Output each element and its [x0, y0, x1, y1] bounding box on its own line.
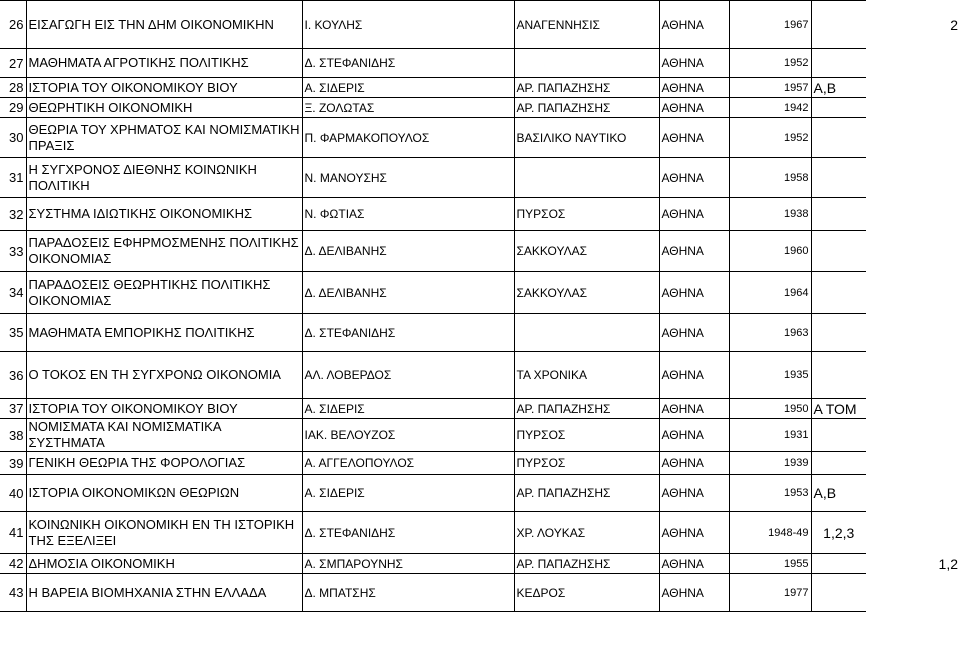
author-cell: Δ. ΣΤΕΦΑΝΙΔΗΣ — [302, 314, 514, 352]
book-title: Ο ΤΟΚΟΣ ΕΝ ΤΗ ΣΥΓΧΡΟΝΩ ΟΙΚΟΝΟΜΙΑ — [26, 352, 302, 399]
author-cell: Α. ΣΜΠΑΡΟΥΝΗΣ — [302, 554, 514, 574]
volume-cell: 1,2,3 — [811, 512, 866, 554]
author-cell: Π. ΦΑΡΜΑΚΟΠΟΥΛΟΣ — [302, 118, 514, 158]
author-cell: Α. ΣΙΔΕΡΙΣ — [302, 475, 514, 512]
copies-cell — [866, 272, 960, 314]
publisher-cell: ΣΑΚΚΟΥΛΑΣ — [514, 231, 659, 272]
year-cell: 1931 — [729, 419, 811, 452]
volume-cell — [811, 118, 866, 158]
copies-cell — [866, 574, 960, 612]
year-cell: 1957 — [729, 78, 811, 98]
book-title: Η ΣΥΓΧΡΟΝΟΣ ΔΙΕΘΝΗΣ ΚΟΙΝΩΝΙΚΗ ΠΟΛΙΤΙΚΗ — [26, 158, 302, 198]
city-cell: ΑΘΗΝΑ — [659, 98, 729, 118]
volume-cell — [811, 452, 866, 475]
table-row — [0, 512, 960, 554]
table-row — [0, 118, 960, 158]
city-cell: ΑΘΗΝΑ — [659, 118, 729, 158]
copies-cell — [866, 352, 960, 399]
publisher-cell: ΑΡ. ΠΑΠΑΖΗΣΗΣ — [514, 78, 659, 98]
table-row — [0, 574, 960, 612]
copies-cell — [866, 78, 960, 98]
publisher-cell: ΑΝΑΓΕΝΝΗΣΙΣ — [514, 1, 659, 49]
book-title: ΚΟΙΝΩΝΙΚΗ ΟΙΚΟΝΟΜΙΚΗ ΕΝ ΤΗ ΙΣΤΟΡΙΚΗ ΤΗΣ ΕΞΕΛΙΞΕΙ — [26, 512, 302, 554]
book-title: ΜΑΘΗΜΑΤΑ ΑΓΡΟΤΙΚΗΣ ΠΟΛΙΤΙΚΗΣ — [26, 49, 302, 78]
city-cell: ΑΘΗΝΑ — [659, 512, 729, 554]
table-row — [0, 352, 960, 399]
row-number: 29 — [0, 98, 26, 118]
row-number: 42 — [0, 554, 26, 574]
publisher-cell — [514, 158, 659, 198]
year-cell: 1950 — [729, 399, 811, 419]
row-number: 35 — [0, 314, 26, 352]
row-number: 39 — [0, 452, 26, 475]
book-title: ΕΙΣΑΓΩΓΗ ΕΙΣ ΤΗΝ ΔΗΜ ΟΙΚΟΝΟΜΙΚΗΝ — [26, 1, 302, 49]
row-number: 38 — [0, 419, 26, 452]
author-cell: Ν. ΦΩΤΙΑΣ — [302, 198, 514, 231]
book-title: ΓΕΝΙΚΗ ΘΕΩΡΙΑ ΤΗΣ ΦΟΡΟΛΟΓΙΑΣ — [26, 452, 302, 475]
publisher-cell: ΑΡ. ΠΑΠΑΖΗΣΗΣ — [514, 475, 659, 512]
city-cell: ΑΘΗΝΑ — [659, 475, 729, 512]
row-number: 37 — [0, 399, 26, 419]
city-cell: ΑΘΗΝΑ — [659, 272, 729, 314]
copies-cell: 1,2 — [938, 555, 958, 572]
table-row — [0, 399, 960, 419]
copies-cell: 2 — [950, 16, 958, 33]
volume-cell: Α,Β — [811, 78, 866, 98]
book-title: ΙΣΤΟΡΙΑ ΟΙΚΟΝΟΜΙΚΩΝ ΘΕΩΡΙΩΝ — [26, 475, 302, 512]
row-number: 36 — [0, 352, 26, 399]
publisher-cell — [514, 314, 659, 352]
volume-cell — [811, 314, 866, 352]
year-cell: 1958 — [729, 158, 811, 198]
row-number: 30 — [0, 118, 26, 158]
year-cell: 1935 — [729, 352, 811, 399]
publisher-cell: ΤΑ ΧΡΟΝΙΚΑ — [514, 352, 659, 399]
volume-cell — [811, 98, 866, 118]
city-cell: ΑΘΗΝΑ — [659, 352, 729, 399]
year-cell: 1963 — [729, 314, 811, 352]
row-number: 43 — [0, 574, 26, 612]
publisher-cell: ΠΥΡΣΟΣ — [514, 452, 659, 475]
copies-cell — [866, 198, 960, 231]
author-cell: ΙΑΚ. ΒΕΛΟΥΖΟΣ — [302, 419, 514, 452]
author-cell: Α. ΣΙΔΕΡΙΣ — [302, 78, 514, 98]
copies-cell — [866, 314, 960, 352]
volume-cell: Α ΤΟΜ — [811, 399, 866, 419]
publisher-cell: ΣΑΚΚΟΥΛΑΣ — [514, 272, 659, 314]
table-row — [0, 452, 960, 475]
row-number: 34 — [0, 272, 26, 314]
author-cell: Α. ΣΙΔΕΡΙΣ — [302, 399, 514, 419]
publisher-cell: ΠΥΡΣΟΣ — [514, 419, 659, 452]
publisher-cell: ΧΡ. ΛΟΥΚΑΣ — [514, 512, 659, 554]
publisher-cell: ΒΑΣΙΛΙΚΟ ΝΑΥΤΙΚΟ — [514, 118, 659, 158]
row-number: 32 — [0, 198, 26, 231]
row-number: 26 — [0, 1, 26, 49]
volume-cell — [811, 419, 866, 452]
volume-cell — [811, 49, 866, 78]
volume-cell — [811, 554, 866, 574]
city-cell: ΑΘΗΝΑ — [659, 419, 729, 452]
year-cell: 1938 — [729, 198, 811, 231]
author-cell: Ι. ΚΟΥΛΗΣ — [302, 1, 514, 49]
publisher-cell — [514, 49, 659, 78]
publisher-cell: ΑΡ. ΠΑΠΑΖΗΣΗΣ — [514, 554, 659, 574]
city-cell: ΑΘΗΝΑ — [659, 452, 729, 475]
table-row — [0, 475, 960, 512]
volume-cell — [811, 574, 866, 612]
city-cell: ΑΘΗΝΑ — [659, 231, 729, 272]
copies-cell — [866, 231, 960, 272]
year-cell: 1939 — [729, 452, 811, 475]
book-title: ΝΟΜΙΣΜΑΤΑ ΚΑΙ ΝΟΜΙΣΜΑΤΙΚΑ ΣΥΣΤΗΜΑΤΑ — [26, 419, 302, 452]
volume-cell — [811, 198, 866, 231]
book-title: ΙΣΤΟΡΙΑ ΤΟΥ ΟΙΚΟΝΟΜΙΚΟΥ ΒΙΟΥ — [26, 78, 302, 98]
volume-cell — [811, 231, 866, 272]
city-cell: ΑΘΗΝΑ — [659, 1, 729, 49]
table-row — [0, 231, 960, 272]
book-title: ΠΑΡΑΔΟΣΕΙΣ ΘΕΩΡΗΤΙΚΗΣ ΠΟΛΙΤΙΚΗΣ ΟΙΚΟΝΟΜΙΑΣ — [26, 272, 302, 314]
city-cell: ΑΘΗΝΑ — [659, 554, 729, 574]
city-cell: ΑΘΗΝΑ — [659, 49, 729, 78]
year-cell: 1960 — [729, 231, 811, 272]
copies-cell — [866, 399, 960, 419]
table-row — [0, 554, 960, 574]
publisher-cell: ΠΥΡΣΟΣ — [514, 198, 659, 231]
table-row — [0, 1, 960, 49]
year-cell: 1977 — [729, 574, 811, 612]
year-cell: 1942 — [729, 98, 811, 118]
volume-cell: Α,Β — [811, 475, 866, 512]
row-number: 41 — [0, 512, 26, 554]
year-cell: 1964 — [729, 272, 811, 314]
year-cell: 1967 — [729, 1, 811, 49]
book-title: ΘΕΩΡΙΑ ΤΟΥ ΧΡΗΜΑΤΟΣ ΚΑΙ ΝΟΜΙΣΜΑΤΙΚΗ ΠΡΑΞΙΣ — [26, 118, 302, 158]
publisher-cell: ΑΡ. ΠΑΠΑΖΗΣΗΣ — [514, 98, 659, 118]
city-cell: ΑΘΗΝΑ — [659, 198, 729, 231]
book-title: ΣΥΣΤΗΜΑ ΙΔΙΩΤΙΚΗΣ ΟΙΚΟΝΟΜΙΚΗΣ — [26, 198, 302, 231]
volume-cell — [811, 1, 866, 49]
author-cell: Α. ΑΓΓΕΛΟΠΟΥΛΟΣ — [302, 452, 514, 475]
author-cell: Δ. ΣΤΕΦΑΝΙΔΗΣ — [302, 512, 514, 554]
row-number: 28 — [0, 78, 26, 98]
city-cell: ΑΘΗΝΑ — [659, 314, 729, 352]
copies-cell — [866, 158, 960, 198]
book-title: ΙΣΤΟΡΙΑ ΤΟΥ ΟΙΚΟΝΟΜΙΚΟΥ ΒΙΟΥ — [26, 399, 302, 419]
copies-cell — [866, 452, 960, 475]
author-cell: ΑΛ. ΛΟΒΕΡΔΟΣ — [302, 352, 514, 399]
city-cell: ΑΘΗΝΑ — [659, 399, 729, 419]
table-row — [0, 78, 960, 98]
year-cell: 1952 — [729, 118, 811, 158]
row-number: 40 — [0, 475, 26, 512]
row-number: 33 — [0, 231, 26, 272]
author-cell: Δ. ΔΕΛΙΒΑΝΗΣ — [302, 272, 514, 314]
book-title: ΜΑΘΗΜΑΤΑ ΕΜΠΟΡΙΚΗΣ ΠΟΛΙΤΙΚΗΣ — [26, 314, 302, 352]
copies-cell — [866, 475, 960, 512]
row-number: 27 — [0, 49, 26, 78]
volume-cell — [811, 352, 866, 399]
table-row — [0, 158, 960, 198]
copies-cell — [866, 419, 960, 452]
city-cell: ΑΘΗΝΑ — [659, 158, 729, 198]
table-row — [0, 419, 960, 452]
book-title: Η ΒΑΡΕΙΑ ΒΙΟΜΗΧΑΝΙΑ ΣΤΗΝ ΕΛΛΑΔΑ — [26, 574, 302, 612]
copies-cell — [866, 98, 960, 118]
year-cell: 1955 — [729, 554, 811, 574]
volume-cell — [811, 272, 866, 314]
volume-cell — [811, 158, 866, 198]
author-cell: Ξ. ΖΟΛΩΤΑΣ — [302, 98, 514, 118]
city-cell: ΑΘΗΝΑ — [659, 78, 729, 98]
book-title: ΘΕΩΡΗΤΙΚΗ ΟΙΚΟΝΟΜΙΚΗ — [26, 98, 302, 118]
table-row — [0, 198, 960, 231]
table-row — [0, 49, 960, 78]
publisher-cell: ΚΕΔΡΟΣ — [514, 574, 659, 612]
book-title: ΠΑΡΑΔΟΣΕΙΣ ΕΦΗΡΜΟΣΜΕΝΗΣ ΠΟΛΙΤΙΚΗΣ ΟΙΚΟΝΟΜΙΑΣ — [26, 231, 302, 272]
author-cell: Δ. ΔΕΛΙΒΑΝΗΣ — [302, 231, 514, 272]
copies-cell — [866, 118, 960, 158]
year-cell: 1948-49 — [729, 512, 811, 554]
book-title: ΔΗΜΟΣΙΑ ΟΙΚΟΝΟΜΙΚΗ — [26, 554, 302, 574]
table-row — [0, 314, 960, 352]
copies-cell — [866, 49, 960, 78]
year-cell: 1952 — [729, 49, 811, 78]
city-cell: ΑΘΗΝΑ — [659, 574, 729, 612]
year-cell: 1953 — [729, 475, 811, 512]
publisher-cell: ΑΡ. ΠΑΠΑΖΗΣΗΣ — [514, 399, 659, 419]
copies-cell — [866, 512, 960, 554]
author-cell: Δ. ΜΠΑΤΣΗΣ — [302, 574, 514, 612]
author-cell: Ν. ΜΑΝΟΥΣΗΣ — [302, 158, 514, 198]
table-row — [0, 272, 960, 314]
row-number: 31 — [0, 158, 26, 198]
author-cell: Δ. ΣΤΕΦΑΝΙΔΗΣ — [302, 49, 514, 78]
table-row — [0, 98, 960, 118]
